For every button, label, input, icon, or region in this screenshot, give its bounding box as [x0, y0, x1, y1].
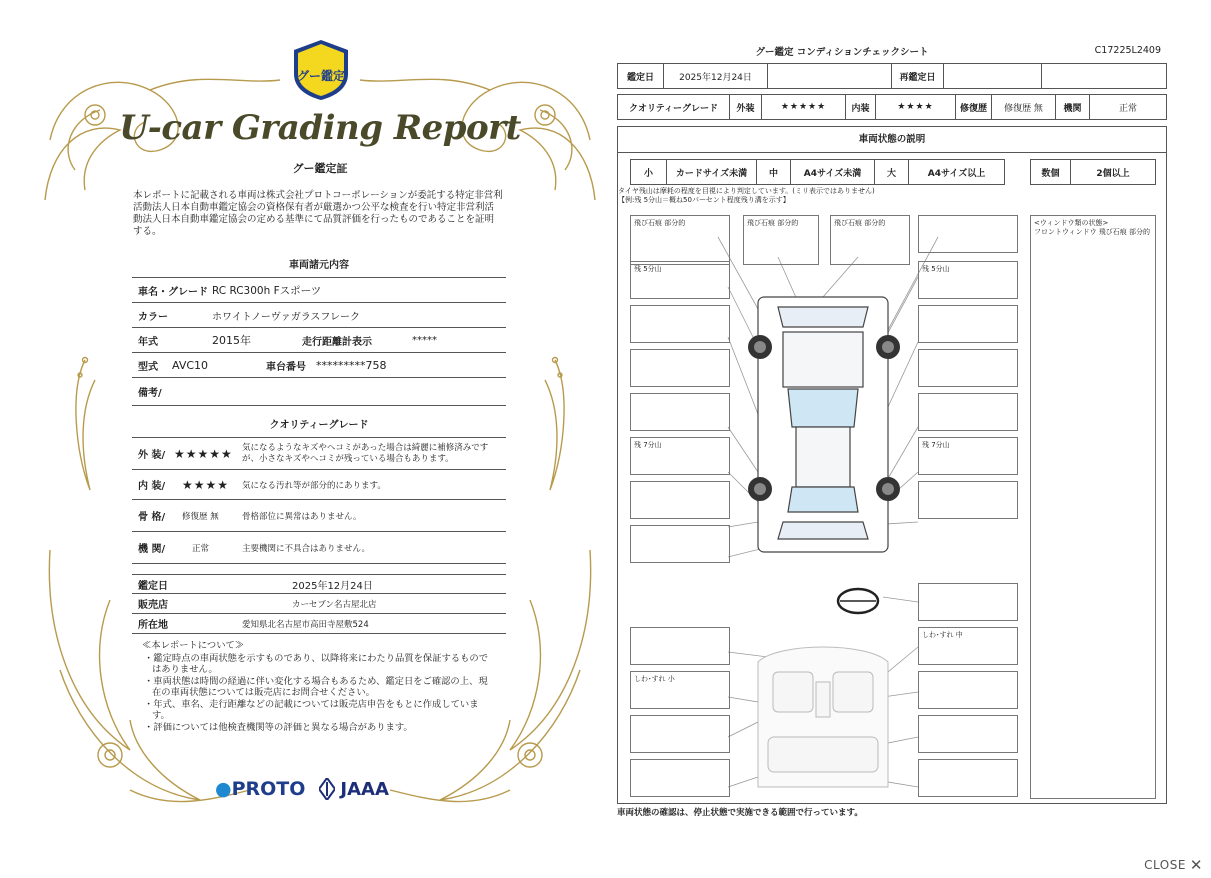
goo-appraisal-logo	[292, 38, 350, 102]
exterior-stars: ★★★★★	[174, 446, 233, 461]
interior-row: 内 装/ ★★★★ 気になる汚れ等が部分的にあります。	[132, 470, 506, 500]
callout-box	[918, 715, 1018, 753]
engine-row: 機 関/ 正常 主要機関に不具合はありません。	[132, 532, 506, 564]
callout-box	[630, 349, 730, 387]
callout-box	[630, 305, 730, 343]
jaaa-logo: JAAA	[319, 778, 389, 800]
sheet-title: グー鑑定 コンディションチェックシート	[755, 47, 929, 58]
callout-box	[918, 349, 1018, 387]
callout-box: 飛び石痕 部分的	[743, 215, 819, 265]
window-condition-box: <ウィンドウ類の状態> フロントウィンドウ 飛び石痕 部分的	[1030, 215, 1156, 799]
jaaa-emblem-icon	[319, 778, 335, 800]
sheet-id: C17225L2409	[1094, 45, 1161, 56]
year-row: 年式 2015年 走行距離計表示 *****	[132, 328, 506, 353]
condition-header: 車両状態の説明	[618, 127, 1166, 153]
callout-box: 飛び石痕 部分的	[630, 215, 730, 265]
callout-box	[918, 481, 1018, 519]
size-legend: 小 カードサイズ未満 中 A4サイズ未満 大 A4サイズ以上	[630, 159, 1005, 185]
callout-box: 残 7分山	[918, 437, 1018, 475]
callout-box	[918, 215, 1018, 253]
grade-header: クオリティーグレード	[132, 416, 506, 438]
callout-box: 飛び石痕 部分的	[830, 215, 910, 265]
certificate-subtitle: グー鑑定証	[292, 162, 348, 175]
shield-logo-icon	[292, 38, 350, 102]
model-row: 型式 AVC10 車台番号 *********758	[132, 353, 506, 378]
callout-box: しわ･すれ 中	[918, 627, 1018, 665]
frame-row: 骨 格/ 修復歴 無 骨格部位に異常はありません。	[132, 500, 506, 532]
spec-header: 車両諸元内容	[132, 256, 506, 278]
dealer-row: 販売店 カーセブン名古屋北店	[132, 594, 506, 614]
sheet-footer: 車両状態の確認は、停止状態で実施できる範囲で行っています。	[617, 808, 863, 818]
note-item: ・鑑定時点の車両状態を示すものであり、以降将来にわたり品質を保証するものではありません。	[144, 652, 488, 675]
callout-box	[918, 759, 1018, 797]
grading-certificate	[40, 30, 600, 830]
footer-logos	[215, 778, 389, 800]
callout-box	[630, 759, 730, 797]
grade-table: クオリティーグレード 外装 ★★★★★ 内装 ★★★★ 修復歴 修復歴 無 機関 正常	[617, 94, 1167, 120]
close-icon: ✕	[1189, 856, 1203, 874]
report-notes: ≪本レポートについて≫ ・鑑定時点の車両状態を示すものであり、以降将来にわたり品質を保証するものではありません。 ・車両状態は時間の経過に伴い変化する場合もあるため、鑑定日をご確認の上、現在の車両状態については販売店にお問合せください。 ・年式、車名、走行距離などの記載については販売店申告をもとに作成しています。 ・評価については他検査機関等の評価と異なる場合があります。	[142, 640, 494, 733]
callout-box: しわ･すれ 小	[630, 671, 730, 709]
color-row: カラー ホワイトノーヴァガラスフレーク	[132, 303, 506, 328]
certificate-intro: 本レポートに記載される車両は株式会社プロトコーポレーションが委託する特定非営利活動法人日本自動車鑑定協会の資格保有者が厳選かつ公平な検査を行い特定非営利活動法人日本自動車鑑定協会の定める基準にて品質評価を行ったものであることを証明する。	[133, 190, 503, 237]
note-item: ・評価については他検査機関等の評価と異なる場合があります。	[144, 721, 413, 733]
callout-box: 残 7分山	[630, 437, 730, 475]
callout-box	[918, 671, 1018, 709]
proto-logo: ●PROTO	[215, 778, 306, 800]
close-button[interactable]: CLOSE ✕	[1144, 856, 1203, 874]
callout-box	[918, 305, 1018, 343]
svg-text:グー鑑定: グー鑑定	[296, 69, 346, 83]
callout-box	[630, 525, 730, 563]
callout-box	[630, 481, 730, 519]
certificate-title: U-car Grading Report	[119, 108, 521, 148]
address-row: 所在地 愛知県北名古屋市高田寺屋敷524	[132, 614, 506, 634]
appraisal-date-row: 鑑定日 2025年12月24日	[132, 574, 506, 594]
vehicle-condition-box	[617, 126, 1167, 804]
date-table: 鑑定日 2025年12月24日 再鑑定日	[617, 63, 1167, 89]
vehicle-spec-section	[132, 256, 506, 634]
tire-note: タイヤ残山は摩耗の程度を目視により判定しています。(ミリ表示ではありません) 【例:残 5分山＝概ね50パーセント程度残り溝を示す】	[618, 187, 875, 204]
callout-box	[918, 393, 1018, 431]
remarks-row: 備考/	[132, 378, 506, 406]
callout-box	[630, 393, 730, 431]
callout-box: 残 5分山	[918, 261, 1018, 299]
note-item: ・車両状態は時間の経過に伴い変化する場合もあるため、鑑定日をご確認の上、現在の車両状態については販売店にお問合せください。	[144, 675, 488, 698]
callout-box	[630, 627, 730, 665]
interior-stars: ★★★★	[182, 477, 230, 492]
callout-box	[630, 715, 730, 753]
callout-box	[918, 583, 1018, 621]
note-item: ・年式、車名、走行距離などの記載については販売店申告をもとに作成しています。	[144, 698, 479, 721]
count-legend: 数個 2個以上	[1030, 159, 1156, 185]
car-name-row: 車名・グレード RC RC300h Fスポーツ	[132, 278, 506, 303]
callout-box: 残 5分山	[630, 261, 730, 299]
exterior-row: 外 装/ ★★★★★ 気になるようなキズやヘコミがあった場合は綺麗に補修済みですが、小さなキズやヘコミが残っている場合もあります。	[132, 438, 506, 470]
